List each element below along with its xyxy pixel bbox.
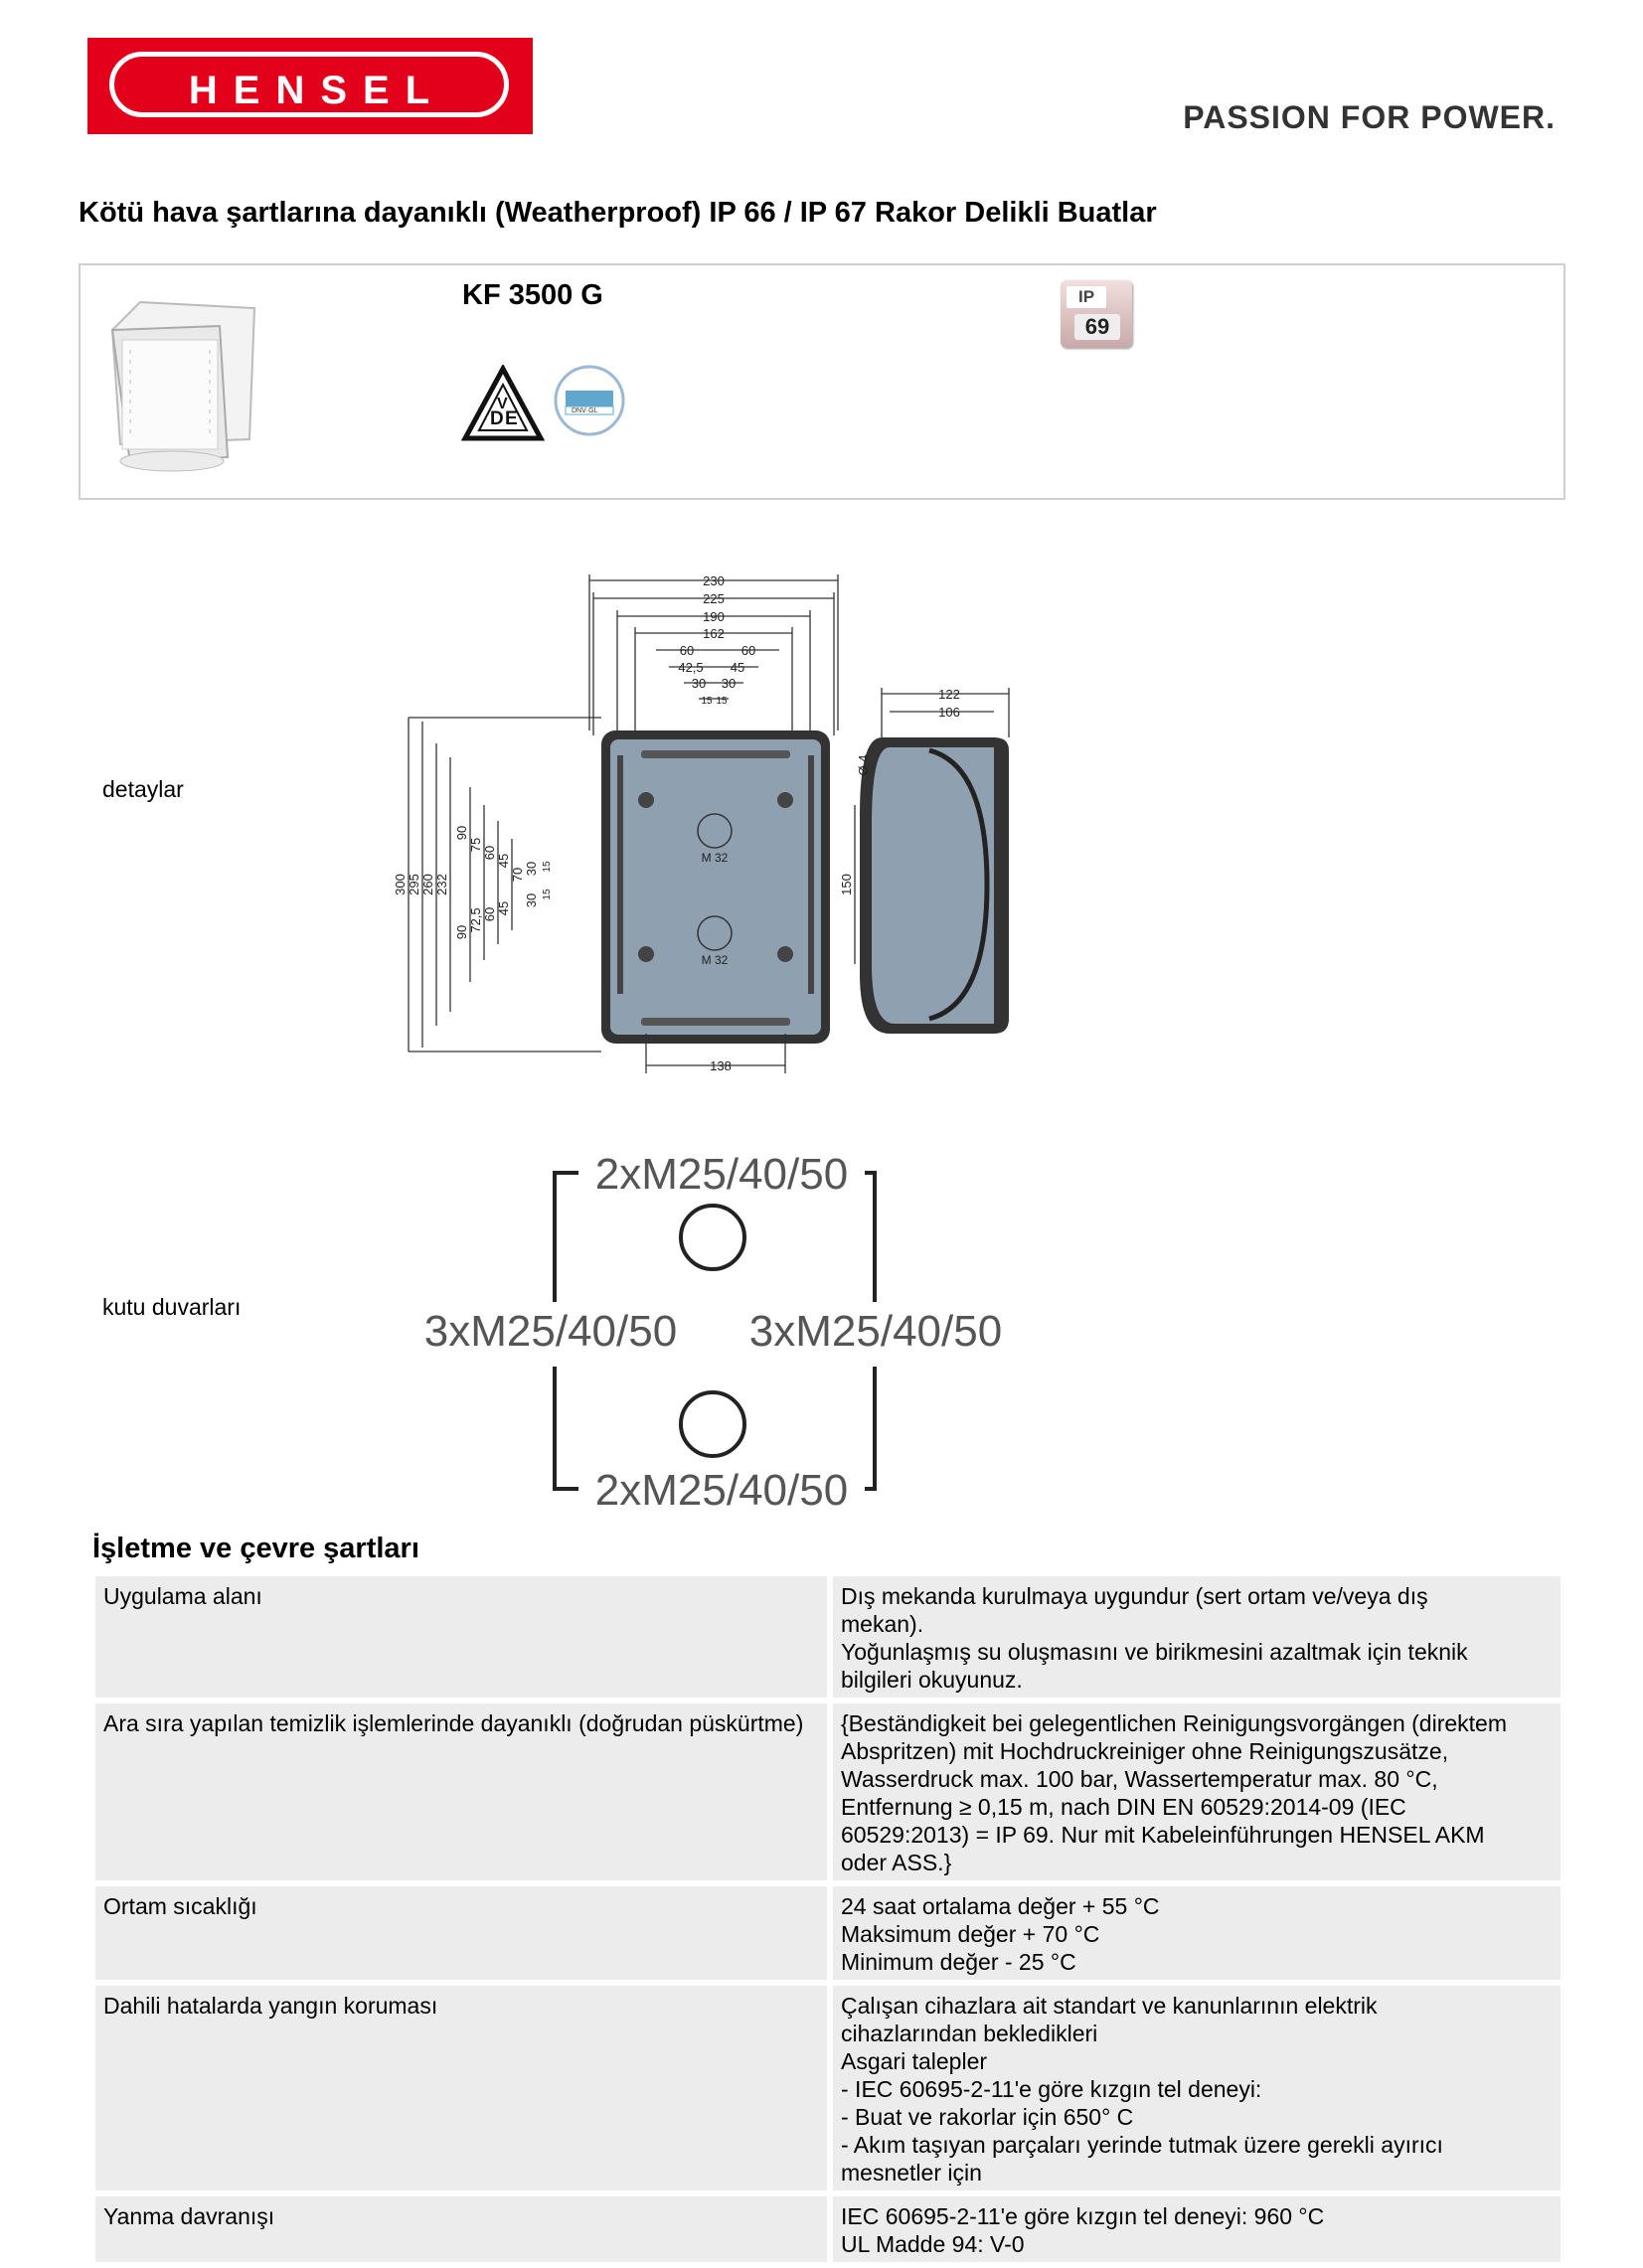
wall-top-label: 2xM25/40/50: [594, 1150, 849, 1199]
spec-row: [95, 1886, 1561, 1980]
spec-row: [95, 1576, 1561, 1698]
svg-text:V: V: [497, 396, 508, 412]
spec-row: [95, 1703, 1561, 1880]
spec-value-line: Abspritzen) mit Hochdruckreiniger ohne Reinigungszusätze,: [841, 1738, 1449, 1764]
svg-text:72,5: 72,5: [468, 907, 483, 933]
spec-value: [833, 1703, 1561, 1880]
svg-text:42,5: 42,5: [678, 660, 704, 675]
svg-text:DNV·GL: DNV·GL: [572, 407, 598, 414]
product-name: KF 3500 G: [462, 279, 603, 311]
spec-value-line: bilgileri okuyunuz.: [841, 1667, 1023, 1693]
spec-key: Dahili hatalarda yangın koruması: [95, 1986, 833, 2190]
spec-row: [95, 2196, 1561, 2262]
spec-value-line: mekan).: [841, 1611, 924, 1637]
wall-right-label: 3xM25/40/50: [748, 1307, 1003, 1356]
spec-value-line: cihazlarından bekledikleri: [841, 2021, 1098, 2046]
svg-text:75: 75: [468, 837, 483, 853]
spec-value: [833, 1886, 1561, 1980]
svg-text:30: 30: [691, 676, 707, 691]
svg-text:232: 232: [434, 874, 449, 895]
spec-value-line: Wasserdruck max. 100 bar, Wassertemperatur max. 80 °C,: [841, 1766, 1438, 1792]
svg-text:30: 30: [721, 676, 737, 691]
svg-text:Ø 4: Ø 4: [856, 754, 871, 776]
spec-value-line: 24 saat ortalama değer + 55 °C: [841, 1893, 1160, 1919]
dnv-gl-mark-icon: [552, 363, 627, 438]
spec-row: [95, 1986, 1561, 2190]
spec-value-line: Asgari talepler: [841, 2048, 988, 2074]
spec-key: Ara sıra yapılan temizlik işlemlerinde dayanıklı (doğrudan püskürtme): [95, 1703, 833, 1880]
svg-text:225: 225: [703, 591, 725, 606]
spec-key: Ortam sıcaklığı: [95, 1886, 833, 1980]
svg-text:150: 150: [839, 874, 854, 895]
svg-text:300: 300: [393, 874, 408, 895]
section-title: İşletme ve çevre şartları: [92, 1533, 419, 1564]
spec-value-line: - IEC 60695-2-11'e göre kızgın tel deneyi:: [841, 2076, 1262, 2102]
svg-text:D: D: [490, 408, 504, 429]
ip-badge-top: IP: [1067, 286, 1106, 308]
spec-value-line: Minimum değer - 25 °C: [841, 1949, 1076, 1975]
svg-text:15: 15: [701, 696, 713, 707]
ip69-badge: [1061, 280, 1132, 348]
box-walls-diagram: [408, 1143, 1024, 1521]
svg-text:60: 60: [679, 643, 695, 658]
product-box: [79, 263, 1565, 500]
vde-mark-icon: [461, 365, 545, 444]
wall-bottom-label: 2xM25/40/50: [594, 1466, 849, 1515]
svg-text:106: 106: [938, 705, 960, 720]
details-label: detaylar: [102, 776, 184, 802]
spec-value-line: - Buat ve rakorlar için 650° C: [841, 2104, 1134, 2130]
svg-text:45: 45: [496, 853, 511, 869]
svg-text:15: 15: [716, 696, 728, 707]
svg-text:60: 60: [482, 906, 497, 922]
slogan: PASSION FOR POWER.: [1183, 99, 1556, 135]
svg-text:190: 190: [703, 609, 725, 624]
spec-value-line: UL Madde 94: V-0: [841, 2231, 1025, 2257]
spec-value-line: oder ASS.}: [841, 1850, 952, 1875]
svg-text:60: 60: [740, 643, 756, 658]
spec-value: [833, 2196, 1561, 2262]
svg-text:45: 45: [496, 900, 511, 916]
svg-text:M 32: M 32: [701, 953, 729, 967]
svg-text:60: 60: [482, 845, 497, 861]
logo-text: HENSEL: [188, 69, 446, 112]
spec-value-line: IEC 60695-2-11'e göre kızgın tel deneyi: 960 °C: [841, 2203, 1325, 2229]
spec-value-line: - Akım taşıyan parçaları yerinde tutmak üzere gerekli ayırıcı: [841, 2132, 1443, 2158]
spec-value-line: Yoğunlaşmış su oluşmasını ve birikmesini azaltmak için teknik: [841, 1639, 1468, 1665]
spec-table: [95, 1570, 1561, 2268]
svg-text:E: E: [505, 408, 518, 429]
spec-value-line: Çalışan cihazlara ait standart ve kanunlarının elektrik: [841, 1993, 1378, 2019]
dimension-drawing: [393, 567, 1029, 1083]
svg-text:260: 260: [420, 874, 435, 895]
product-image: [100, 290, 269, 479]
svg-text:230: 230: [703, 573, 725, 588]
svg-text:138: 138: [710, 1058, 732, 1073]
spec-value-line: mesnetler için: [841, 2160, 982, 2186]
spec-value: [833, 1986, 1561, 2190]
walls-label: kutu duvarları: [102, 1294, 242, 1320]
spec-value-line: {Beständigkeit bei gelegentlichen Reinigungsvorgängen (direktem: [841, 1710, 1507, 1736]
svg-text:70: 70: [510, 867, 525, 883]
svg-text:90: 90: [454, 825, 469, 841]
spec-value-line: Entfernung ≥ 0,15 m, nach DIN EN 60529:2014-09 (IEC: [841, 1794, 1406, 1820]
svg-text:15: 15: [542, 889, 553, 900]
spec-value-line: Dış mekanda kurulmaya uygundur (sert ortam ve/veya dış: [841, 1583, 1428, 1609]
svg-text:90: 90: [454, 924, 469, 940]
spec-value-line: Maksimum değer + 70 °C: [841, 1921, 1100, 1947]
spec-value-line: 60529:2013) = IP 69. Nur mit Kabeleinführungen HENSEL AKM: [841, 1822, 1485, 1848]
hensel-logo: [87, 38, 533, 134]
spec-key: Uygulama alanı: [95, 1576, 833, 1698]
svg-text:15: 15: [542, 861, 553, 873]
spec-key: Yanma davranışı: [95, 2196, 833, 2262]
page-title: Kötü hava şartlarına dayanıklı (Weatherproof) IP 66 / IP 67 Rakor Delikli Buatlar: [79, 197, 1157, 229]
svg-text:30: 30: [524, 892, 539, 908]
svg-text:M 32: M 32: [701, 851, 729, 865]
ip-badge-bottom: 69: [1074, 314, 1120, 340]
svg-text:30: 30: [524, 861, 539, 877]
wall-left-label: 3xM25/40/50: [423, 1307, 678, 1356]
svg-text:122: 122: [938, 687, 960, 702]
svg-text:295: 295: [407, 874, 421, 895]
svg-text:45: 45: [730, 660, 745, 675]
spec-value: [833, 1576, 1561, 1698]
logo-frame: [109, 52, 509, 117]
svg-text:162: 162: [703, 626, 725, 641]
